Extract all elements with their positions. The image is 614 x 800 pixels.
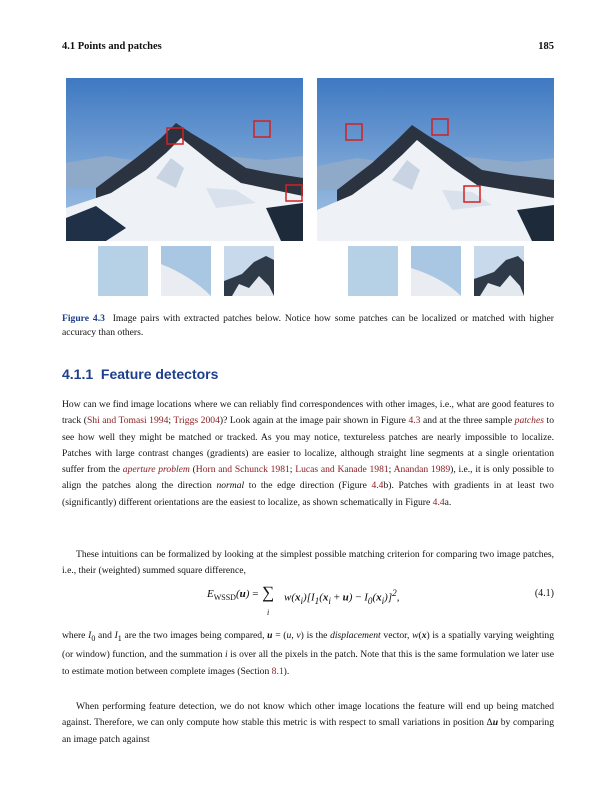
page-number: 185 (538, 41, 554, 52)
patch-flat-left (98, 246, 148, 296)
citation-anandan[interactable]: Anandan 1989 (393, 464, 451, 476)
section-number: 4.1.1 (62, 366, 94, 382)
patch-corner-right (474, 246, 524, 296)
figure-ref-4-4b[interactable]: 4.4 (371, 480, 384, 492)
section-title: Feature detectors (100, 366, 219, 382)
mountain-photo-left (66, 78, 303, 241)
term-patches: patches (514, 415, 544, 427)
summation-symbol: ∑ (262, 583, 275, 602)
figure-ref-4-4a[interactable]: 4.4 (432, 496, 445, 508)
paragraph-4: When performing feature detection, we do not know which other image locations the feature will end up being matched against. Therefore, we can only compute how stable this metric is with respect to small variations in position Δu by comparing an image patch against (62, 701, 554, 745)
citation-shi-tomasi[interactable]: Shi and Tomasi 1994 (86, 415, 169, 427)
patch-edge-right (411, 246, 461, 296)
paragraph-2: These intuitions can be formalized by looking at the simplest possible matching criterion for comparing two image patches, i.e., their (weighted) summed square difference, (62, 549, 554, 577)
equation-terms: $w(x_i)[I_1(x_i + u) - I_0(x_i)]^2$, (284, 588, 400, 606)
figure-caption-text: Image pairs with extracted patches below. Notice how some patches can be localized or matched with higher accuracy than others. (62, 313, 554, 338)
term-aperture-problem: aperture problem (122, 464, 190, 476)
summation-index: i (267, 608, 270, 617)
patch-edge-left (161, 246, 211, 296)
citation-triggs[interactable]: Triggs 2004 (173, 415, 220, 427)
mountain-photo-right (317, 78, 554, 241)
term-normal: normal (216, 480, 245, 492)
patch-corner-left (224, 246, 274, 296)
equation-body: $E_{WSSD}(u)$ = (207, 588, 259, 603)
paragraph-1: How can we find image locations where we can reliably find correspondences with other images, i.e., what are good features to track (Shi and Tomasi 1994; Triggs 2004)? Look again at the image pair shown in Figure 4.3 and at the three sample patches to see how well they might be matched or tracked. As you may notice, textureless patches are nearly impossible to localize. Patches with large contrast changes (gradients) are easier to localize, although straight line segments at a single orientation suffer from the aperture problem (Horn and Schunck 1981; Lucas and Kanade 1981; Anandan 1989), i.e., it is only possible to align the patches along the direction normal to the edge direction (Figure 4.4b). Patches with gradients in at least two (significantly) different orientations are the easiest to localize, as shown schematically in Figure 4.4a. (62, 399, 554, 508)
figure-ref-4-3[interactable]: 4.3 (408, 415, 421, 427)
paragraph-3: where $I_0$ and $I_1$ are the two images being compared, u = (u, v) is the displacement vector, w(x) is a spatially varying weighting (or window) function, and the summation i is over all the pixels in the patch. Note that this is the same formulation we later use to estimate motion between complete images (Section 8.1). (62, 630, 554, 677)
citation-lucas-kanade[interactable]: Lucas and Kanade 1981 (295, 464, 389, 476)
equation-4-1 (62, 583, 554, 617)
patch-flat-right (348, 246, 398, 296)
figure-caption (62, 312, 554, 340)
equation-number: (4.1) (534, 588, 554, 599)
term-displacement: displacement (330, 630, 381, 641)
section-heading (62, 366, 218, 382)
running-header-section: 4.1 Points and patches (62, 41, 162, 52)
section-ref-8-1[interactable]: 8.1 (271, 665, 284, 677)
citation-horn-schunck[interactable]: Horn and Schunck 1981 (195, 464, 290, 476)
figure-label: Figure 4.3 (62, 313, 105, 324)
